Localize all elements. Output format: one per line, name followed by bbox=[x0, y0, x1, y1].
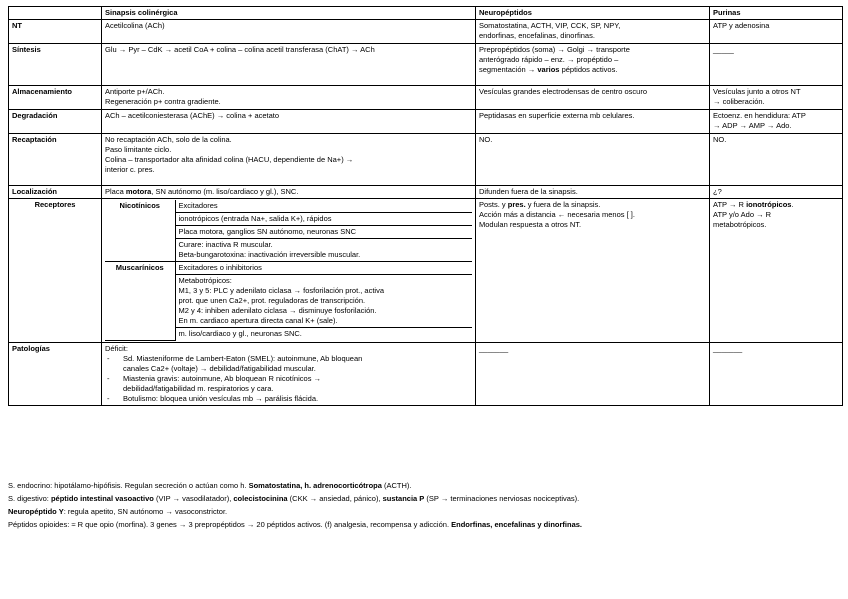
row-label-patologias: Patologías bbox=[9, 342, 102, 405]
text-segment: (SP → terminaciones nerviosas nociceptivas). bbox=[424, 494, 580, 503]
bold-term: ionotrópicos bbox=[746, 200, 792, 209]
text-line: anterógrado rápido – enz. → propéptido – bbox=[479, 55, 619, 64]
text-line: M2 y 4: inhiben adenilato ciclasa → disminuye fosforilación. bbox=[178, 306, 377, 315]
row-patologias bbox=[9, 342, 843, 405]
receptor-row bbox=[105, 262, 472, 275]
text-segment: Péptidos opioides: ≈ R que opio (morfina). 3 genes → 3 prepropéptidos → 20 péptidos activos. (f) analgesia, recompensa y adicción. bbox=[8, 520, 452, 529]
row-receptores bbox=[9, 199, 843, 343]
note-line bbox=[8, 479, 842, 492]
bold-term: Endorfinas, encefalinas y dinorfinas. bbox=[451, 520, 582, 529]
text-segment: Placa bbox=[105, 187, 126, 196]
list-item bbox=[105, 354, 472, 374]
note-line bbox=[8, 518, 842, 531]
text-line: Regeneración p+ contra gradiente. bbox=[105, 97, 221, 106]
text-line: ATP y/o Ado → R bbox=[713, 210, 772, 219]
bold-term: colecistocinina bbox=[233, 494, 288, 503]
note-line bbox=[8, 505, 842, 518]
row-label-degradacion: Degradación bbox=[9, 110, 102, 134]
note-line bbox=[8, 492, 842, 505]
muscarinicos-metabotropicos bbox=[175, 275, 472, 328]
receptor-row bbox=[105, 200, 472, 213]
row-label-sintesis: Síntesis bbox=[9, 44, 102, 86]
row-label-recaptacion: Recaptación bbox=[9, 134, 102, 186]
text-line bbox=[479, 65, 706, 75]
text-line bbox=[713, 200, 839, 210]
text-line: - Miastenia gravis: autoinmune, Ab bloquean R nicotínicos → bbox=[123, 373, 322, 383]
text-line: M1, 3 y 5: PLC y adenilato ciclasa → fosforilación prot., activa bbox=[178, 286, 385, 295]
text-line: Modulan respuesta a otros NT. bbox=[479, 220, 582, 229]
header-neuropeptidos: Neuropéptidos bbox=[476, 7, 710, 20]
almacenamiento-purinas bbox=[710, 86, 843, 110]
text-line bbox=[479, 200, 706, 210]
text-segment: , SN autónomo (m. liso/cardiaco y gl.), SNC. bbox=[151, 187, 299, 196]
almacenamiento-neuropeptidos: Vesículas grandes electrodensas de centro oscuro bbox=[476, 86, 710, 110]
text-line: canales Ca2+ (voltaje) → debilidad/fatigabilidad muscular. bbox=[123, 363, 316, 373]
row-localizacion bbox=[9, 186, 843, 199]
text-line: No recaptación ACh, solo de la colina. bbox=[105, 135, 232, 144]
recaptacion-purinas: NO. bbox=[710, 134, 843, 186]
header-row bbox=[9, 7, 843, 20]
text-segment: segmentación → bbox=[479, 65, 538, 74]
text-segment: . bbox=[791, 200, 794, 209]
list-item bbox=[105, 394, 472, 404]
text-line: Antiporte p+/ACh. bbox=[105, 87, 165, 96]
row-label-nt: NT bbox=[9, 20, 102, 44]
nicotinicos-toxinas bbox=[175, 239, 472, 262]
text-line: Acción más a distancia ← necesaria menos [ ]. bbox=[479, 210, 635, 219]
row-recaptacion bbox=[9, 134, 843, 186]
sintesis-purinas: _____ bbox=[710, 44, 843, 86]
text-line: Paso limitante ciclo. bbox=[105, 145, 172, 154]
bold-term: Somatostatina, h. adrenocorticótropa bbox=[248, 481, 382, 490]
bold-term: péptido intestinal vasoactivo bbox=[50, 494, 154, 503]
sintesis-colinergica: Glu → Pyr – CdK → acetil CoA + colina – colina acetil transferasa (ChAT) → ACh bbox=[102, 44, 476, 86]
header-purinas: Purinas bbox=[710, 7, 843, 20]
text-line: → coliberación. bbox=[713, 97, 765, 106]
degradacion-colinergica: ACh – acetilconiesterasa (AChE) → colina + acetato bbox=[102, 110, 476, 134]
bold-term: motora bbox=[125, 187, 152, 196]
localizacion-neuropeptidos: Difunden fuera de la sinapsis. bbox=[476, 186, 710, 199]
text-line: - Botulismo: bloquea unión vesículas mb → parálisis flácida. bbox=[123, 393, 319, 403]
row-sintesis bbox=[9, 44, 843, 86]
text-segment: : regula apetito, SN autónomo → vasoconstrictor. bbox=[63, 507, 228, 516]
text-segment: S. digestivo: bbox=[8, 494, 51, 503]
patologias-neuropeptidos: _______ bbox=[476, 342, 710, 405]
header-empty bbox=[9, 7, 102, 20]
text-line: En m. cardiaco apertura directa canal K+ (sale). bbox=[178, 316, 338, 325]
receptores-colinergica bbox=[102, 199, 476, 343]
text-line: → ADP → AMP → Ado. bbox=[713, 121, 792, 130]
text-line: interior c. pres. bbox=[105, 165, 155, 174]
text-line: Prepropéptidos (soma) → Golgi → transporte bbox=[479, 45, 630, 54]
text-line: Ectoenz. en hendidura: ATP bbox=[713, 111, 806, 120]
list-item bbox=[105, 374, 472, 394]
text-segment: y fuera de la sinapsis. bbox=[525, 200, 601, 209]
text-line: Metabotrópicos: bbox=[178, 276, 232, 285]
text-line: endorfinas, encefalinas, dinorfinas. bbox=[479, 31, 595, 40]
text-line: Curare: inactiva R muscular. bbox=[178, 240, 273, 249]
text-line: debilidad/fatigabilidad m. respiratorios y cara. bbox=[123, 383, 274, 393]
nt-neuropeptidos bbox=[476, 20, 710, 44]
text-segment: (VIP → vasodilatador), bbox=[153, 494, 234, 503]
text-line: Somatostatina, ACTH, VIP, CCK, SP, NPY, bbox=[479, 21, 621, 30]
bold-term: pres. bbox=[507, 200, 526, 209]
degradacion-neuropeptidos: Peptidasas en superficie externa mb celulares. bbox=[476, 110, 710, 134]
receptores-purinas bbox=[710, 199, 843, 343]
nicotinicos-excitadores: Excitadores bbox=[175, 200, 472, 213]
text-segment: (ACTH). bbox=[381, 481, 412, 490]
nicotinicos-ionotropicos: ionotrópicos (entrada Na+, salida K+), rápidos bbox=[175, 213, 472, 226]
bold-term: Neuropéptido Y bbox=[8, 507, 64, 516]
muscarinicos-label: Muscarínicos bbox=[105, 262, 175, 341]
neurotransmitter-table bbox=[8, 6, 843, 406]
muscarinicos-tipo: Excitadores o inhibitorios bbox=[175, 262, 472, 275]
patologias-purinas: _______ bbox=[710, 342, 843, 405]
receptores-neuropeptidos bbox=[476, 199, 710, 343]
pathology-list bbox=[105, 354, 472, 404]
row-degradacion bbox=[9, 110, 843, 134]
sintesis-neuropeptidos bbox=[476, 44, 710, 86]
row-nt bbox=[9, 20, 843, 44]
bold-term: sustancia P bbox=[382, 494, 425, 503]
nt-purinas: ATP y adenosina bbox=[710, 20, 843, 44]
text-line: Déficit: bbox=[105, 343, 128, 353]
nt-colinergica: Acetilcolina (ACh) bbox=[102, 20, 476, 44]
bold-term: varios bbox=[537, 65, 560, 74]
localizacion-colinergica bbox=[102, 186, 476, 199]
text-segment: S. endocrino: hipotálamo-hipófisis. Regulan secreción o actúan como h. bbox=[8, 481, 249, 490]
recaptacion-neuropeptidos: NO. bbox=[476, 134, 710, 186]
text-line: Beta-bungarotoxina: inactivación irreversible muscular. bbox=[178, 250, 361, 259]
text-line: Vesículas junto a otros NT bbox=[713, 87, 801, 96]
row-label-localizacion: Localización bbox=[9, 186, 102, 199]
text-line: Colina – transportador alta afinidad colina (HACU, dependiente de Na+) → bbox=[105, 155, 354, 164]
receptor-subtable bbox=[105, 200, 472, 341]
text-segment: Posts. y bbox=[479, 200, 508, 209]
row-label-receptores: Receptores bbox=[9, 199, 102, 343]
almacenamiento-colinergica bbox=[102, 86, 476, 110]
nicotinicos-localizacion: Placa motora, ganglios SN autónomo, neuronas SNC bbox=[175, 226, 472, 239]
text-line: metabotrópicos. bbox=[713, 220, 767, 229]
row-almacenamiento bbox=[9, 86, 843, 110]
header-colinergica: Sinapsis colinérgica bbox=[102, 7, 476, 20]
patologias-colinergica bbox=[102, 342, 476, 405]
localizacion-purinas: ¿? bbox=[710, 186, 843, 199]
text-segment: (CKK → ansiedad, pánico), bbox=[287, 494, 383, 503]
text-line: - Sd. Miasteniforme de Lambert-Eaton (SMEL): autoinmune, Ab bloquean bbox=[123, 353, 363, 363]
degradacion-purinas bbox=[710, 110, 843, 134]
row-label-almacenamiento: Almacenamiento bbox=[9, 86, 102, 110]
footnotes bbox=[8, 479, 842, 531]
nicotinicos-label: Nicotínicos bbox=[105, 200, 175, 262]
text-line: prot. que unen Ca2+, prot. reguladoras de transcripción. bbox=[178, 296, 366, 305]
text-segment: péptidos activos. bbox=[559, 65, 618, 74]
recaptacion-colinergica bbox=[102, 134, 476, 186]
text-segment: ATP → R bbox=[713, 200, 747, 209]
muscarinicos-localizacion: m. liso/cardiaco y gl., neuronas SNC. bbox=[178, 329, 302, 338]
